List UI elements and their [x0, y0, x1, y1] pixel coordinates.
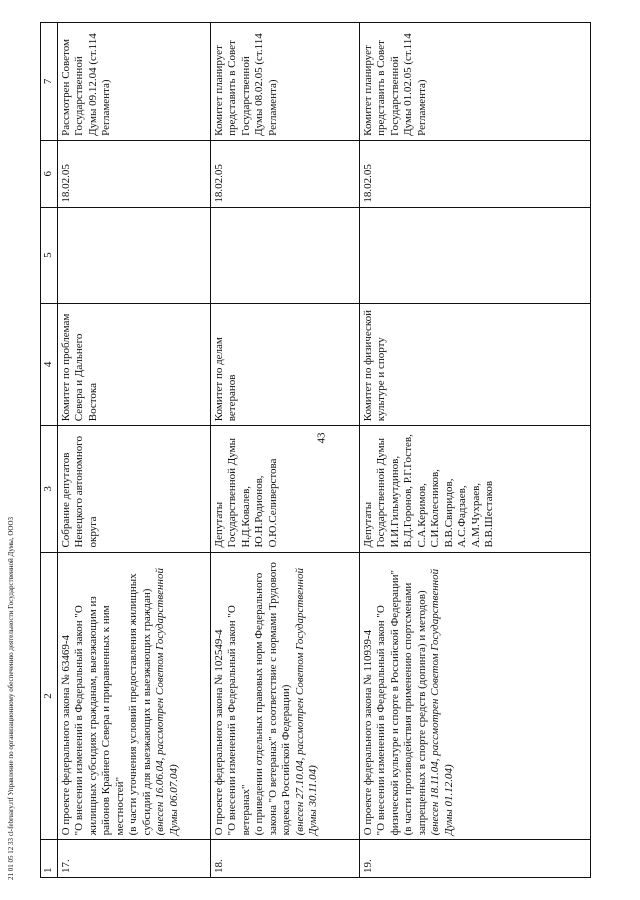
table-row	[210, 23, 359, 878]
bill-body: "О внесении изменений в Федеральный закон "О жилищных субсидиях гражданам, выезжающим из районов Крайнего Севера и приравненных к ним местностей"	[73, 596, 126, 836]
date: 18.02.05	[210, 140, 359, 207]
committee: Комитет по делам ветеранов	[210, 303, 359, 426]
initiator: Собрание депутатов Ненецкого автономного округа	[57, 426, 210, 552]
bill-title: О проекте федерального закона № 102549-4	[212, 629, 225, 836]
header-row	[41, 23, 58, 878]
table-row	[57, 23, 210, 878]
committee: Комитет по физической культуре и спорту	[359, 303, 590, 426]
bill-body: (о приведении отдельных правовых норм Федерального закона "О ветеранах" в соответствие с нормами Трудового кодекса Российской Федерации)	[253, 562, 292, 836]
bill-description	[359, 552, 590, 840]
col5	[210, 207, 359, 303]
header-col-3: 3	[41, 426, 58, 552]
bill-body: "О внесении изменений в Федеральный закон "О ветеранах"	[226, 605, 252, 836]
bill-note: (внесен 27.10.04, рассмотрен Советом Государственной Думы 30.11.04)	[293, 568, 319, 836]
col5	[359, 207, 590, 303]
header-col-6: 6	[41, 140, 58, 207]
status: Комитет планирует представить в Совет Государственной Думы 08.02.05 (ст.114 Регламента)	[210, 23, 359, 141]
page-number: 43	[315, 432, 328, 444]
bills-table	[40, 22, 591, 878]
bill-body: (в части уточнения условий предоставления жилищных субсидий для выезжающих и выезжающих граждан)	[127, 573, 153, 836]
bill-title: О проекте федерального закона № 63469-4	[59, 634, 72, 836]
status: Комитет планирует представить в Совет Государственной Думы 01.02.05 (ст.114 Регламента)	[359, 23, 590, 141]
bill-body: (в части противодействия применению спортсменами запрещенных в спорте средств (допинга) и методов)	[402, 582, 428, 836]
footer-text: 21 01 05 12 33 cl-february.rtf Управление по организационному обеспечению деятельности Государственной Думы, ООО3	[7, 516, 15, 880]
row-number: 18.	[210, 840, 359, 878]
initiator: Депутаты Государственной Думы И.И.Гильмутдинов, В.Д.Горонов, Р.Г.Гостев, С.А.Керимов, С.И.Колесников, В.В.Свиридов, А.С.Фадзаев, А.М.Чухраев, В.В.Шестаков	[359, 426, 590, 552]
bill-title: О проекте федерального закона № 110939-4	[361, 629, 374, 836]
header-col-1: 1	[41, 840, 58, 878]
header-col-7: 7	[41, 23, 58, 141]
initiator: Депутаты Государственной Думы Н.Д.Ковалев, Ю.Н.Родионов, О.Ю.Селиверстова	[210, 426, 359, 552]
bill-body: "О внесении изменений в Федеральный закон "О физической культуре и спорте в Российской Федерации"	[375, 569, 401, 836]
status: Рассмотрен Советом Государственной Думы 09.12.04 (ст.114 Регламента)	[57, 23, 210, 141]
bill-description	[210, 552, 359, 840]
row-number: 17.	[57, 840, 210, 878]
bill-note: (внесен 18.11.04, рассмотрен Советом Государственной Думы 01.12.04)	[429, 568, 455, 836]
header-col-4: 4	[41, 303, 58, 426]
header-col-2: 2	[41, 552, 58, 840]
col5	[57, 207, 210, 303]
committee: Комитет по проблемам Севера и Дальнего Востока	[57, 303, 210, 426]
bill-description	[57, 552, 210, 840]
rotated-table-container	[40, 22, 614, 878]
header-col-5: 5	[41, 207, 58, 303]
date: 18.02.05	[57, 140, 210, 207]
date: 18.02.05	[359, 140, 590, 207]
table-row	[359, 23, 590, 878]
row-number: 19.	[359, 840, 590, 878]
bill-note: (внесен 16.06.04, рассмотрен Советом Государственной Думы 06.07.04)	[154, 568, 180, 836]
